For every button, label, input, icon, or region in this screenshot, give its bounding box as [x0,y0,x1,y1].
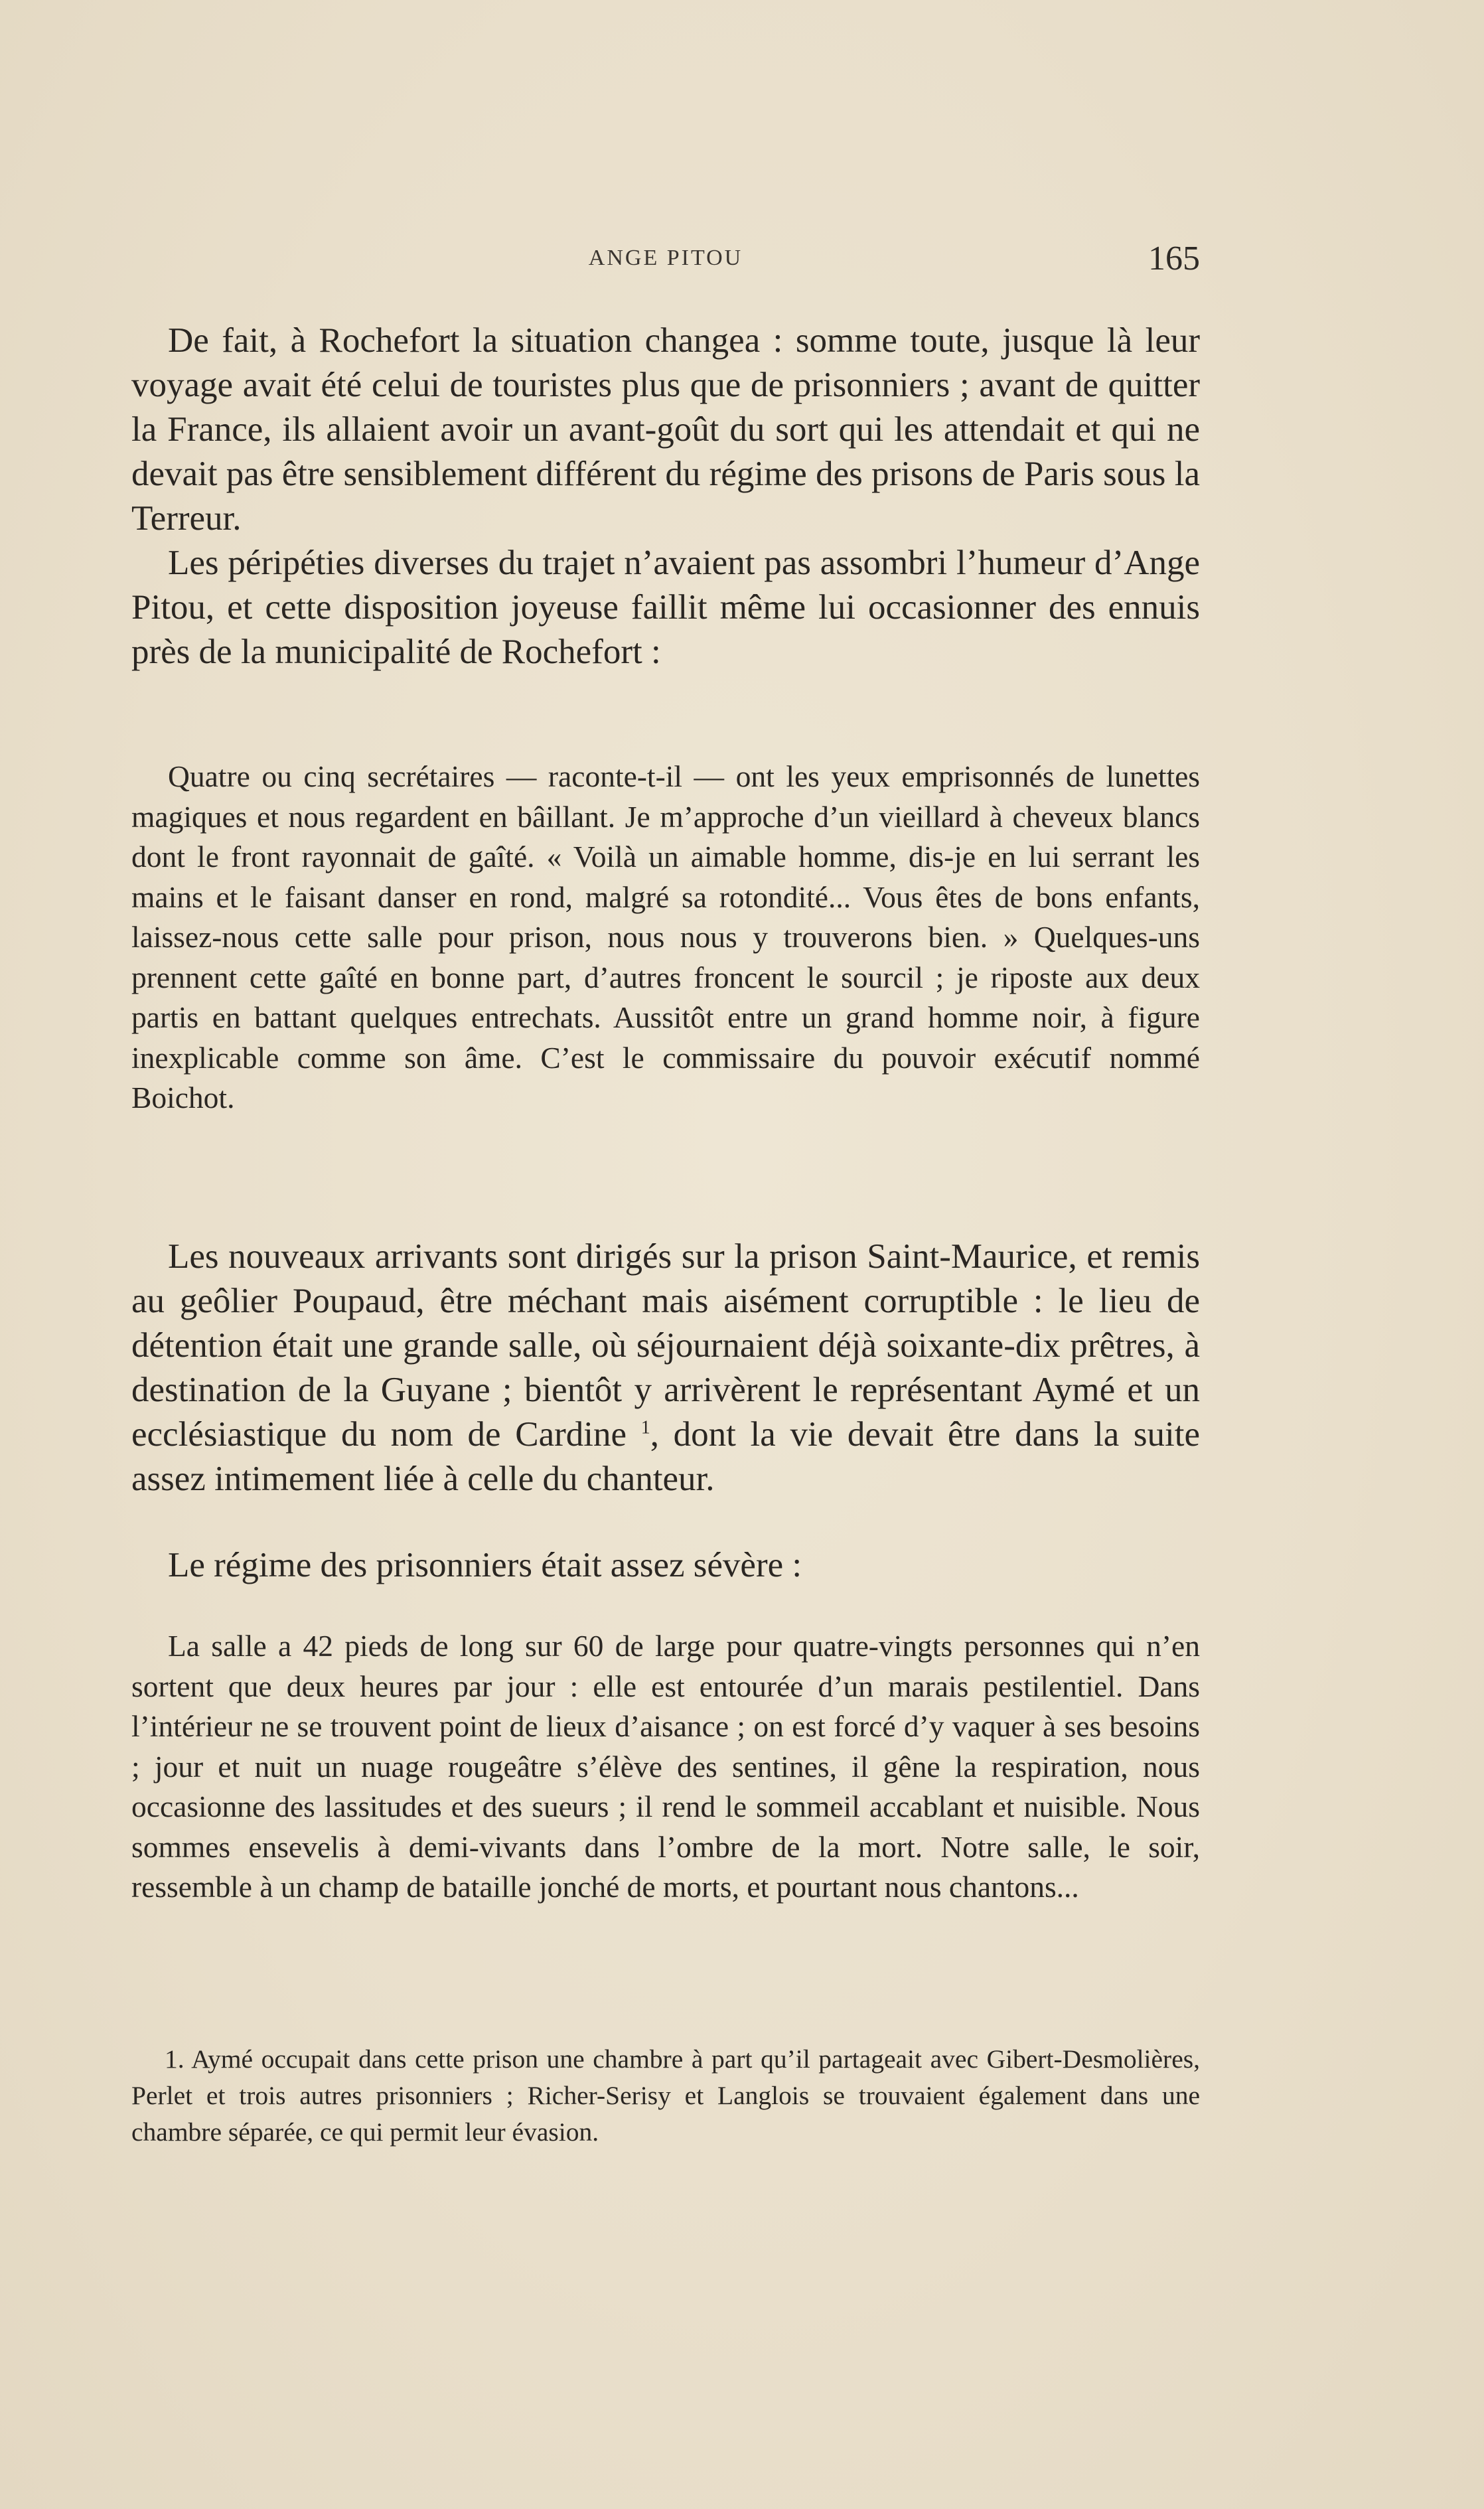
block-quote-salle [131,1626,1200,1908]
paragraph-text [131,1235,1200,1501]
paragraph-text-part: , dont la vie devait être dans la suite assez intimement liée à celle du chanteur. [131,1415,1200,1498]
quote-text: La salle a 42 pieds de long sur 60 de large pour quatre-vingts personnes qui n’en sortent que deux heures par jour : elle est entourée d’un marais pestilentiel. Dans l’intérieur ne se trouvent point de lieux d’aisance ; on est forcé d’y vaquer à ses besoins ; jour et nuit un nuage rougeâtre s’élève des sentines, il gêne la respiration, nous occasionne des lassitudes et des sueurs ; il rend le sommeil accablant et nuisible. Nous sommes ensevelis à demi-vivants dans l’ombre de la mort. Notre salle, le soir, ressemble à un champ de bataille jonché de morts, et pourtant nous chantons... [131,1629,1200,1904]
footnotes [131,2041,1200,2151]
paragraph-text: Les péripéties diverses du trajet n’avaient pas assombri l’humeur d’Ange Pitou, et cette disposition joyeuse faillit même lui occasionner des ennuis près de la municipalité de Rochefort : [131,544,1200,671]
quote-text: Quatre ou cinq secrétaires — raconte-t-il — ont les yeux emprisonnés de lunettes magiques et nous regardent en bâillant. Je m’approche d’un vieillard à cheveux blancs dont le front rayonnait de gaîté. « Voilà un aimable homme, dis-je en lui serrant les mains et le faisant danser en rond, malgré sa rotondité... Vous êtes de bons enfants, laissez-nous cette salle pour prison, nous nous y trouverons bien. » Quelques-uns prennent cette gaîté en bonne part, d’autres froncent le sourcil ; je riposte aux deux partis en battant quelques entrechats. Aussitôt entre un grand homme noir, à figure inexplicable comme son âme. C’est le commissaire du pouvoir exécutif nommé Boichot. [131,759,1200,1114]
block-quote-secretaires [131,757,1200,1118]
paragraph-rochefort [131,319,1200,541]
paragraph-text-part: Les nouveaux arrivants sont dirigés sur la prison Saint-Maurice, et remis au geôlier Poupaud, être méchant mais aisément corruptible : le lieu de détention était une grande salle, où séjournaient déjà soixante-dix prêtres, à destination de la Guyane ; bientôt y arrivèrent le représentant Aymé et un ecclésiastique du nom de Cardine [131,1237,1200,1454]
paragraph-text: De fait, à Rochefort la situation changea : somme toute, jusque là leur voyage avait été celui de touristes plus que de prisonniers ; avant de quitter la France, ils allaient avoir un avant-goût du sort qui les attendait et qui ne devait pas être sensiblement différent du régime des prisons de Paris sous la Terreur. [131,321,1200,538]
page-number: 165 [1148,240,1200,277]
paragraph-regime [131,1543,1200,1588]
footnote-item [131,2041,1200,2151]
footnote-text: Aymé occupait dans cette prison une chambre à part qu’il partageait avec Gibert-Desmolières, Perlet et trois autres prisonniers ; Richer-Serisy et Langlois se trouvaient également dans une chambre séparée, ce qui permit leur évasion. [131,2044,1200,2147]
running-head [131,239,1200,285]
footnote-number: 1. [165,2044,185,2074]
running-title: ANGE PITOU [588,246,743,270]
paragraph-text: Le régime des prisonniers était assez sévère : [168,1546,802,1584]
paragraph-peripeties [131,541,1200,674]
paragraph-nouveaux-arrivants [131,1235,1200,1501]
footnote-reference[interactable]: 1 [640,1417,650,1438]
